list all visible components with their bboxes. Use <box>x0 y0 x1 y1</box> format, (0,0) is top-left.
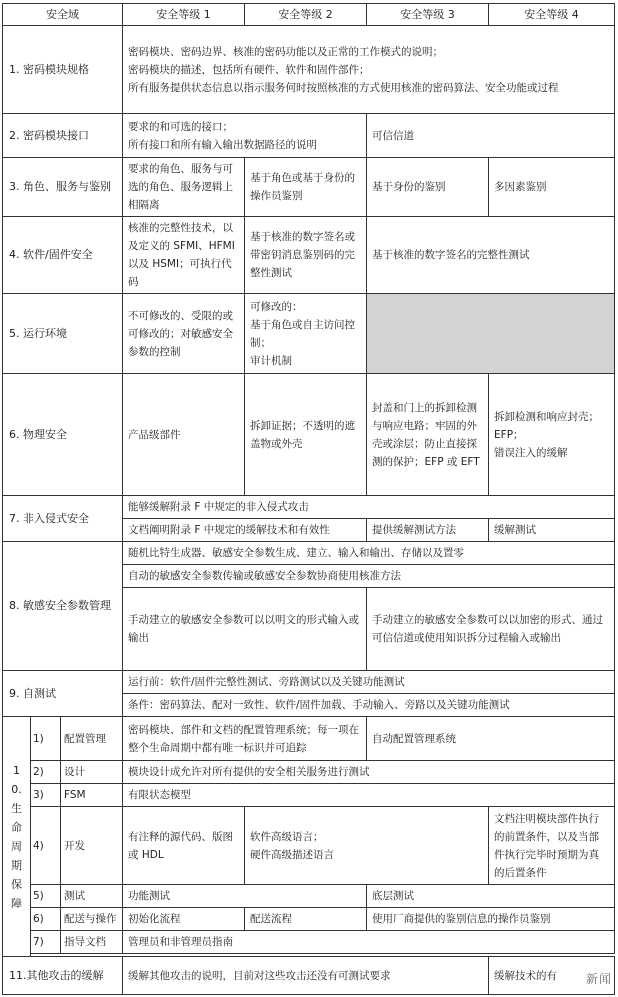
row-lifecycle-delivery <box>3 908 615 931</box>
requirement-cell: 使用厂商提供的鉴别信息的操作员鉴别 <box>367 908 615 931</box>
requirement-cell: 基于核准的数字签名或带密钥消息鉴别码的完整性测试 <box>245 217 367 294</box>
domain-label-lifecycle <box>3 717 31 957</box>
subitem-name: 配送与操作 <box>61 908 123 931</box>
requirement-cell: 运行前：软件/固件完整性测试、旁路测试以及关键功能测试 <box>123 671 615 694</box>
requirement-cell: 可信信道 <box>367 114 615 158</box>
subitem-number: 4) <box>31 807 61 885</box>
domain-label: 9. 自测试 <box>3 671 123 717</box>
row-module-spec <box>3 26 615 114</box>
domain-label: 1. 密码模块规格 <box>3 26 123 114</box>
header-level-2: 安全等级 2 <box>245 4 367 26</box>
requirement-cell: 要求的角色、服务与可选的角色、服务逻辑上相隔离 <box>123 158 245 217</box>
domain-label: 8. 敏感安全参数管理 <box>3 542 123 671</box>
requirement-cell <box>123 26 615 114</box>
requirement-cell: 缓解测试 <box>489 519 615 542</box>
requirement-cell: 缓解技术的有 <box>489 957 615 995</box>
requirement-line: 审计机制 <box>250 354 293 367</box>
row-lifecycle-guidance <box>3 931 615 954</box>
requirement-cell: 拆卸证据；不透明的遮盖物或外壳 <box>245 374 367 496</box>
domain-label: 7. 非入侵式安全 <box>3 496 123 542</box>
requirement-cell: 缓解其他攻击的说明，目前对这些攻击还没有可测试要求 <box>123 957 489 995</box>
domain-label: 2. 密码模块接口 <box>3 114 123 158</box>
row-module-interface <box>3 114 615 158</box>
subitem-number: 1) <box>31 717 61 761</box>
domain-label: 3. 角色、服务与鉴别 <box>3 158 123 217</box>
requirement-line: 基于角色或自主访问控制； <box>250 318 356 349</box>
row-self-test <box>3 671 615 694</box>
domain-label: 4. 软件/固件安全 <box>3 217 123 294</box>
subitem-name: FSM <box>61 784 123 807</box>
requirement-line: 所有接口和所有输入输出数据路径的说明 <box>128 138 318 151</box>
header-security-domain: 安全域 <box>3 4 123 26</box>
not-applicable-cell <box>367 294 615 374</box>
subitem-number: 3) <box>31 784 61 807</box>
requirement-cell: 文档阐明附录 F 中规定的缓解技术和有效性 <box>123 519 367 542</box>
requirement-cell: 模块设计成允许对所有提供的安全相关服务进行测试 <box>123 761 615 784</box>
subitem-name: 开发 <box>61 807 123 885</box>
row-roles-services-auth <box>3 158 615 217</box>
row-lifecycle-development <box>3 807 615 885</box>
row-operating-environment <box>3 294 615 374</box>
requirement-cell <box>245 807 489 885</box>
requirement-line: EFP； <box>494 428 524 441</box>
requirement-cell: 文档注明模块部件执行的前置条件，以及当部件执行完毕时预期为真的后置条件 <box>489 807 615 885</box>
header-level-4: 安全等级 4 <box>489 4 615 26</box>
requirement-cell <box>245 294 367 374</box>
subitem-name: 测试 <box>61 885 123 908</box>
requirement-cell: 提供缓解测试方法 <box>367 519 489 542</box>
domain-label: 11.其他攻击的缓解 <box>3 957 123 995</box>
requirement-line: 错误注入的缓解 <box>494 446 568 459</box>
row-physical-security <box>3 374 615 496</box>
subitem-number: 7) <box>31 931 61 954</box>
requirement-cell: 功能测试 <box>123 885 367 908</box>
row-lifecycle-fsm <box>3 784 615 807</box>
security-requirements-table <box>2 3 615 995</box>
requirement-line: 拆卸检测和响应封壳； <box>494 410 600 423</box>
row-other-attacks <box>3 957 615 995</box>
vertical-domain-text: 10.生命周期保障 <box>11 763 22 910</box>
header-level-1: 安全等级 1 <box>123 4 245 26</box>
subitem-name: 配置管理 <box>61 717 123 761</box>
requirement-line: 软件高级语言； <box>250 830 324 843</box>
requirement-cell: 手动建立的敏感安全参数可以以明文的形式输入或输出 <box>123 588 367 671</box>
header-row <box>3 4 615 26</box>
row-lifecycle-config <box>3 717 615 761</box>
subitem-number: 5) <box>31 885 61 908</box>
requirement-line: 要求的和可选的接口； <box>128 120 234 133</box>
subitem-number: 2) <box>31 761 61 784</box>
requirement-cell: 自动的敏感安全参数传输或敏感安全参数协商使用核准方法 <box>123 565 615 588</box>
row-ssp-management <box>3 542 615 565</box>
requirement-cell: 管理员和非管理员指南 <box>123 931 615 954</box>
requirement-cell: 有注释的源代码、版图或 HDL <box>123 807 245 885</box>
requirement-line: 硬件高级描述语言 <box>250 848 335 861</box>
domain-label: 5. 运行环境 <box>3 294 123 374</box>
watermark: 新闻 <box>585 972 612 986</box>
subitem-number: 6) <box>31 908 61 931</box>
requirement-cell: 基于角色或基于身份的操作员鉴别 <box>245 158 367 217</box>
requirement-cell: 密码模块、部件和文档的配置管理系统；每一项在整个生命周期中都有唯一标识并可追踪 <box>123 717 367 761</box>
requirement-cell: 能够缓解附录 F 中规定的非入侵式攻击 <box>123 496 615 519</box>
requirement-cell <box>489 374 615 496</box>
requirement-cell <box>123 114 367 158</box>
requirement-cell: 基于核准的数字签名的完整性测试 <box>367 217 615 294</box>
requirement-cell: 核准的完整性技术，以及定义的 SFMI、HFMI 以及 HSMI；可执行代码 <box>123 217 245 294</box>
requirement-cell: 手动建立的敏感安全参数可以以加密的形式、通过可信信道或使用知识拆分过程输入或输出 <box>367 588 615 671</box>
row-lifecycle-testing <box>3 885 615 908</box>
requirement-cell: 自动配置管理系统 <box>367 717 615 761</box>
subitem-name: 指导文档 <box>61 931 123 954</box>
header-level-3: 安全等级 3 <box>367 4 489 26</box>
requirement-cell: 随机比特生成器、敏感安全参数生成、建立、输入和输出、存储以及置零 <box>123 542 615 565</box>
requirement-cell: 有限状态模型 <box>123 784 615 807</box>
requirement-line: 可修改的： <box>250 300 303 313</box>
requirement-cell: 条件：密码算法、配对一致性、软件/固件加载、手动输入、旁路以及关键功能测试 <box>123 694 615 717</box>
requirement-line: 所有服务提供状态信息以指示服务何时按照核准的方式使用核准的密码算法、安全功能或过程 <box>128 81 559 94</box>
requirement-cell: 底层测试 <box>367 885 615 908</box>
subitem-name: 设计 <box>61 761 123 784</box>
requirement-line: 密码模块、密码边界、核准的密码功能以及正常的工作模式的说明； <box>128 45 444 58</box>
requirement-cell: 基于身份的鉴别 <box>367 158 489 217</box>
row-noninvasive-security <box>3 496 615 519</box>
requirement-cell: 初始化流程 <box>123 908 245 931</box>
requirement-cell: 多因素鉴别 <box>489 158 615 217</box>
requirement-line: 密码模块的描述，包括所有硬件、软件和固件部件； <box>128 63 370 76</box>
requirement-cell: 封盖和门上的拆卸检测与响应电路；牢固的外壳或涂层；防止直接探测的保护；EFP 或 EFT <box>367 374 489 496</box>
requirement-cell: 不可修改的、受限的或可修改的；对敏感安全参数的控制 <box>123 294 245 374</box>
requirement-cell: 配送流程 <box>245 908 367 931</box>
requirement-cell: 产品级部件 <box>123 374 245 496</box>
row-software-firmware <box>3 217 615 294</box>
domain-label: 6. 物理安全 <box>3 374 123 496</box>
row-lifecycle-design <box>3 761 615 784</box>
